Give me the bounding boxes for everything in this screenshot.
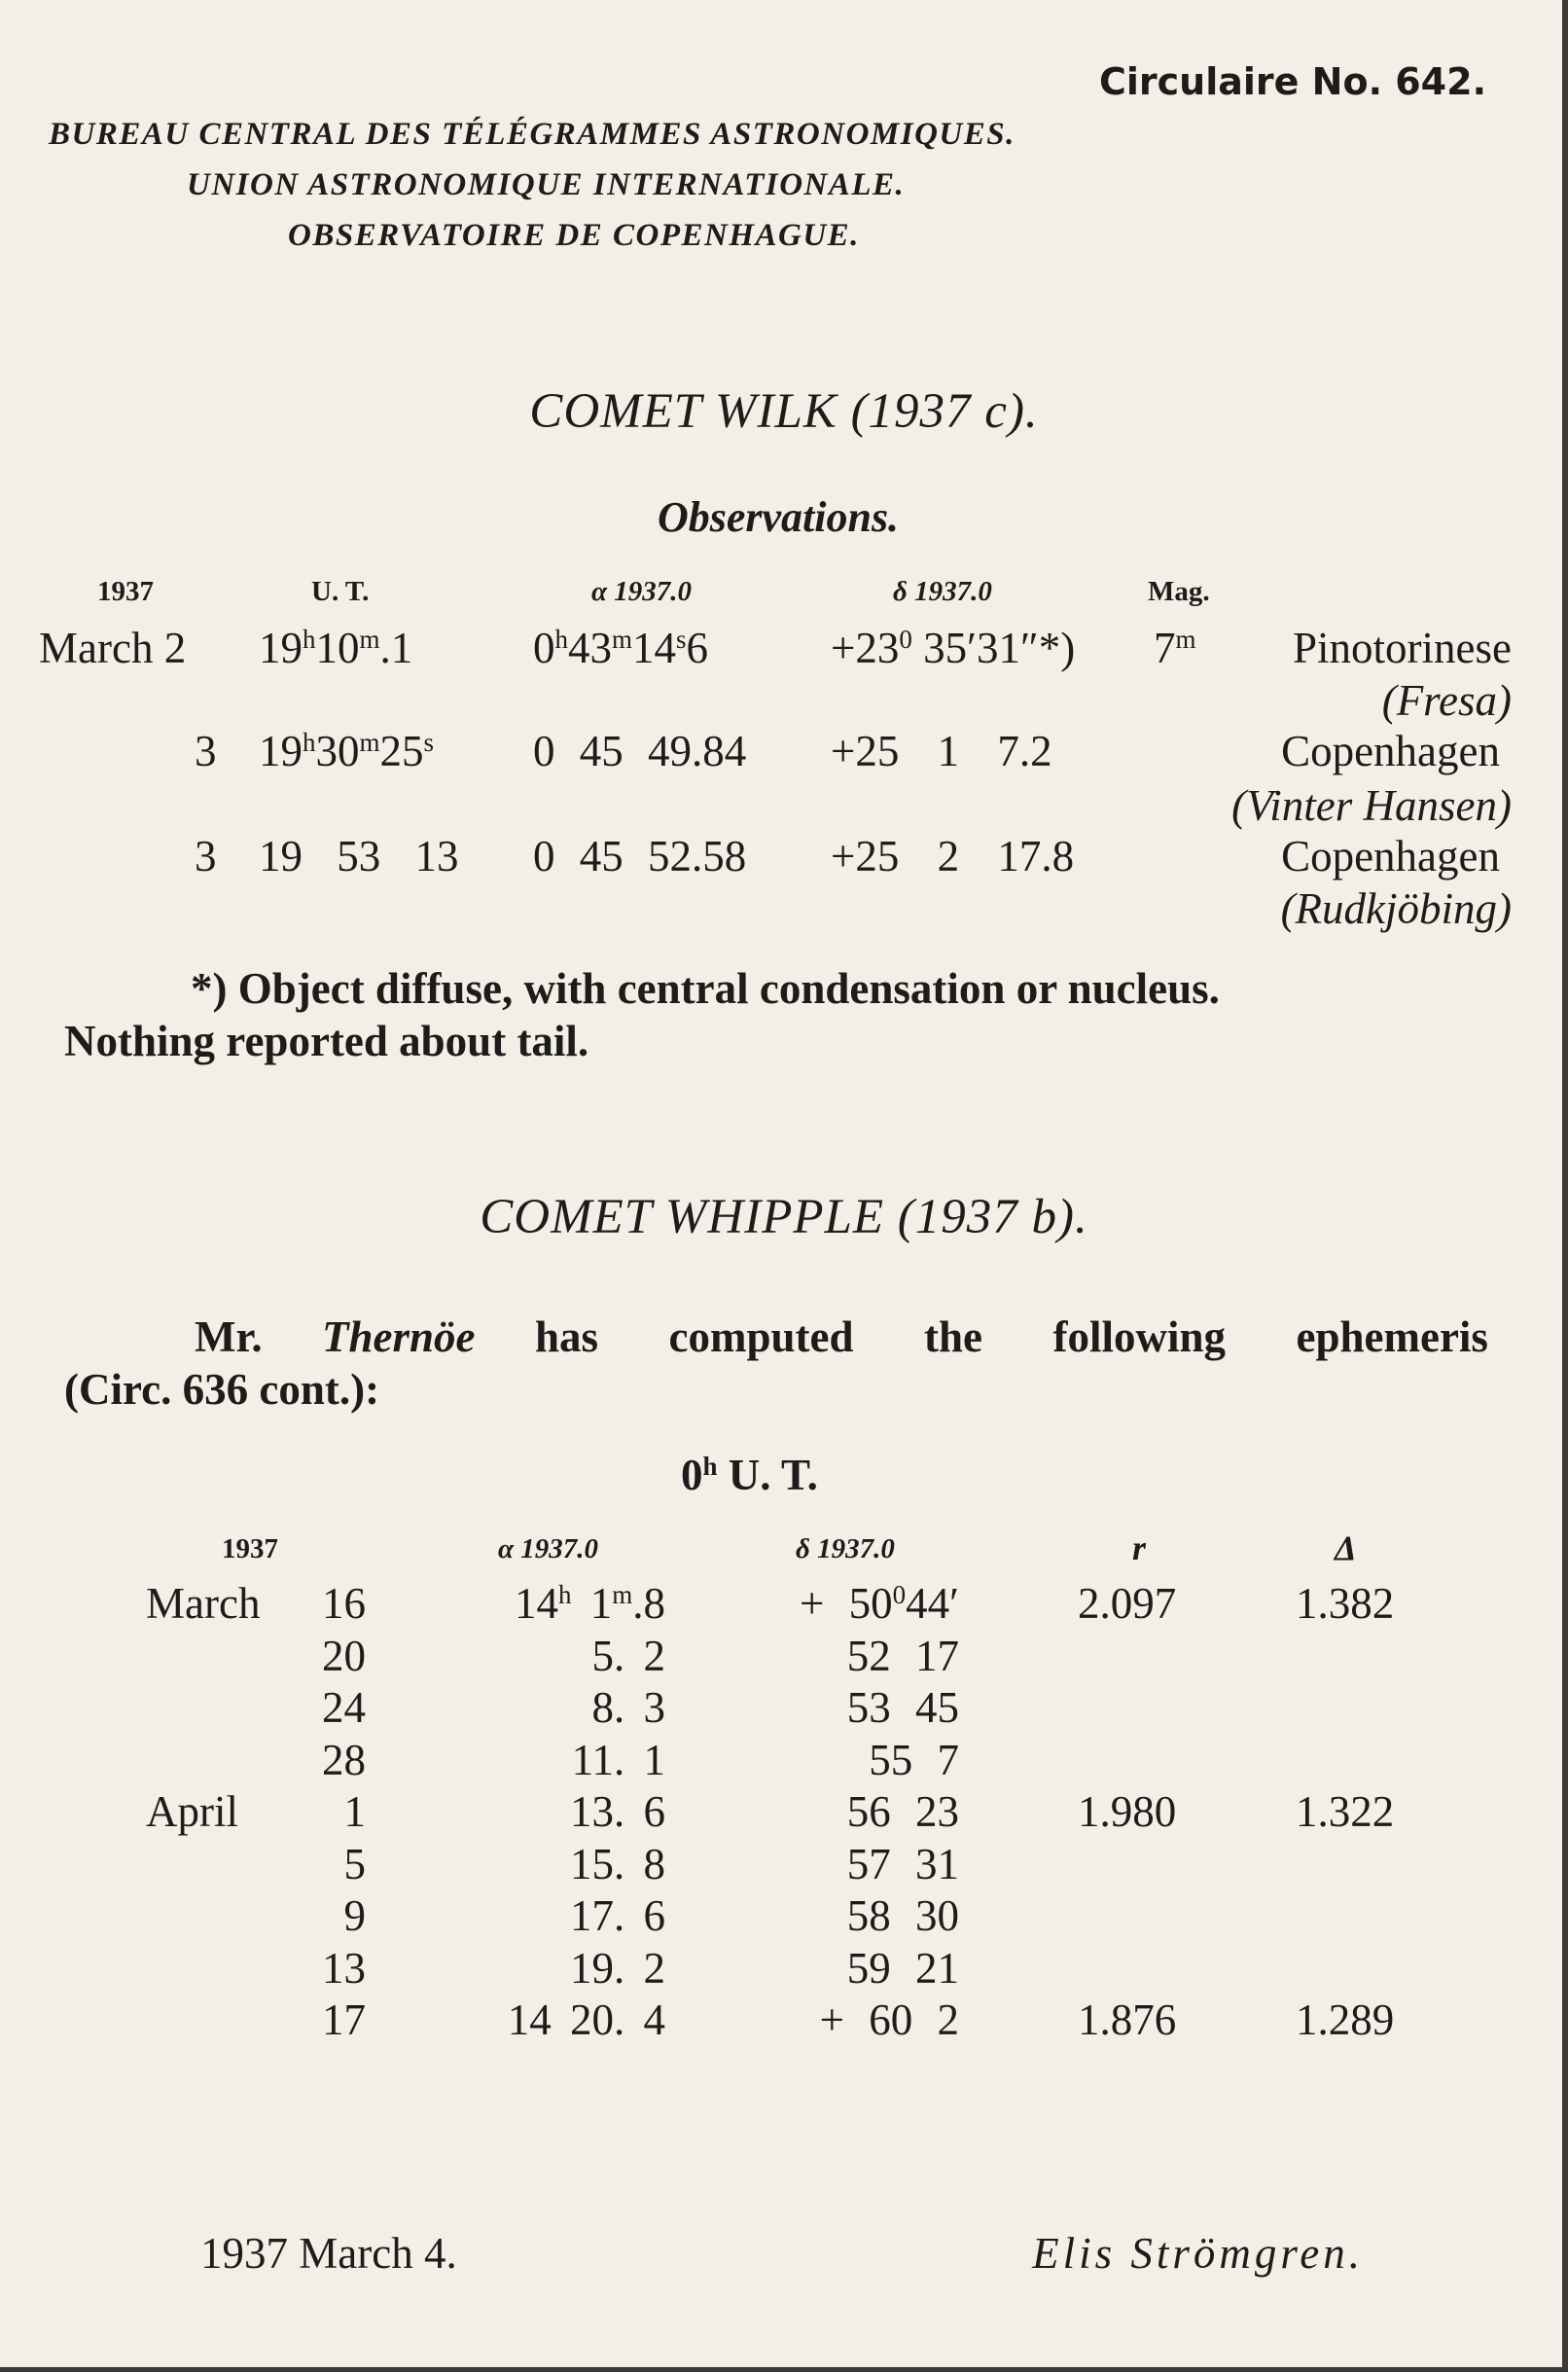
obs-ut: 19 53 13 [259, 832, 459, 881]
col-mag: Mag. [1148, 576, 1210, 607]
col-alpha: α 1937.0 [591, 576, 693, 607]
eph-r: 1.876 [1078, 1995, 1177, 2044]
eph-alpha: 14$^h$ 1$^m$.8 [514, 1579, 665, 1628]
eph-delta: + 60 2 [819, 1995, 959, 2044]
obs-delta: +25 1 7.2 [831, 727, 1052, 775]
eph-alpha: 14 20. 4 [507, 1995, 665, 2044]
card-edge-bottom [0, 2367, 1568, 2372]
eph-delta: 57 31 [846, 1840, 959, 1888]
obs-place: Pinotorinese [1293, 624, 1512, 672]
bureau-name: BUREAU CENTRAL DES TÉLÉGRAMMES ASTRONOMIQUES. [49, 117, 1016, 152]
eph-r: 2.097 [1078, 1579, 1177, 1628]
eph-day: 5 [343, 1840, 366, 1888]
signature: Elis Strömgren. [1032, 2229, 1364, 2278]
col-alpha: α 1937.0 [498, 1533, 599, 1564]
observatory-name: OBSERVATOIRE DE COPENHAGUE. [288, 218, 860, 253]
card-edge-right [1562, 0, 1568, 2372]
eph-delta: + $50^044'$ [800, 1579, 959, 1628]
col-ut: U. T. [311, 576, 370, 607]
obs-ut: 19$^h$30$^m$25$^s$ [259, 727, 435, 775]
circular-number: Circulaire No. 642. [1099, 60, 1486, 103]
eph-alpha: 5. 2 [591, 1632, 665, 1680]
obs-observer: (Rudkjöbing) [1280, 884, 1512, 933]
obs-date: 3 [195, 727, 217, 775]
eph-delta: 53 45 [846, 1683, 959, 1732]
eph-r: 1.980 [1078, 1787, 1177, 1836]
col-Delta: Δ [1335, 1528, 1357, 1567]
eph-month: March [146, 1579, 261, 1628]
obs-place: Copenhagen [1281, 832, 1500, 881]
eph-alpha: 15. 8 [570, 1840, 665, 1888]
eph-Delta: 1.289 [1296, 1995, 1395, 2044]
eph-alpha: 19. 2 [570, 1944, 665, 1993]
obs-delta: +25 2 17.8 [831, 832, 1075, 881]
whipple-intro-line2: (Circ. 636 cont.): [64, 1365, 380, 1414]
eph-day: 24 [322, 1683, 366, 1732]
eph-day: 1 [343, 1787, 366, 1836]
eph-delta: 52 17 [846, 1632, 959, 1680]
col-delta: δ 1937.0 [796, 1533, 895, 1564]
circular-date: 1937 March 4. [200, 2229, 457, 2278]
eph-day: 28 [322, 1736, 366, 1784]
eph-Delta: 1.382 [1296, 1579, 1395, 1628]
eph-alpha: 8. 3 [591, 1683, 665, 1732]
eph-delta: 58 30 [846, 1891, 959, 1940]
eph-day: 13 [322, 1944, 366, 1993]
whipple-intro-line1: Mr. Thernöe has computed the following ephemeris [195, 1312, 1488, 1361]
union-name: UNION ASTRONOMIQUE INTERNATIONALE. [187, 167, 906, 202]
eph-delta: 55 7 [869, 1736, 959, 1784]
epoch-label: 0$^h$ U. T. [681, 1451, 818, 1499]
obs-date: 3 [195, 832, 217, 881]
obs-alpha: 0 45 52.58 [533, 832, 747, 881]
wilk-note-line2: Nothing reported about tail. [64, 1017, 589, 1065]
eph-Delta: 1.322 [1296, 1787, 1395, 1836]
obs-date: March 2 [39, 624, 187, 672]
intro-rest: has computed the following ephemeris [534, 1312, 1488, 1361]
obs-place: Copenhagen [1281, 727, 1500, 775]
eph-delta: 56 23 [846, 1787, 959, 1836]
eph-day: 9 [343, 1891, 366, 1940]
eph-day: 20 [322, 1632, 366, 1680]
obs-delta: $+23^0$ 35′31″*) [831, 624, 1076, 672]
eph-alpha: 13. 6 [570, 1787, 665, 1836]
obs-mag: 7$^m$ [1154, 624, 1196, 672]
wilk-note-line1: *) Object diffuse, with central condensation or nucleus. [191, 964, 1220, 1013]
eph-day: 17 [322, 1995, 366, 2044]
col-r: r [1132, 1528, 1147, 1567]
wilk-subtitle: Observations. [657, 493, 900, 541]
eph-day: 16 [322, 1579, 366, 1628]
obs-ut: 19$^h$10$^m$.1 [259, 624, 413, 672]
eph-alpha: 11. 1 [571, 1736, 665, 1784]
col-year: 1937 [222, 1533, 278, 1564]
obs-alpha: 0$^h$43$^m$14$^s$6 [533, 624, 709, 672]
whipple-title: COMET WHIPPLE (1937 b). [480, 1190, 1088, 1244]
obs-observer: (Fresa) [1381, 676, 1512, 725]
obs-alpha: 0 45 49.84 [533, 727, 747, 775]
eph-delta: 59 21 [846, 1944, 959, 1993]
eph-alpha: 17. 6 [570, 1891, 665, 1940]
col-delta: δ 1937.0 [893, 576, 992, 607]
obs-observer: (Vinter Hansen) [1231, 781, 1512, 830]
col-year: 1937 [97, 576, 154, 607]
wilk-title: COMET WILK (1937 c). [529, 384, 1039, 439]
eph-month: April [146, 1787, 238, 1836]
